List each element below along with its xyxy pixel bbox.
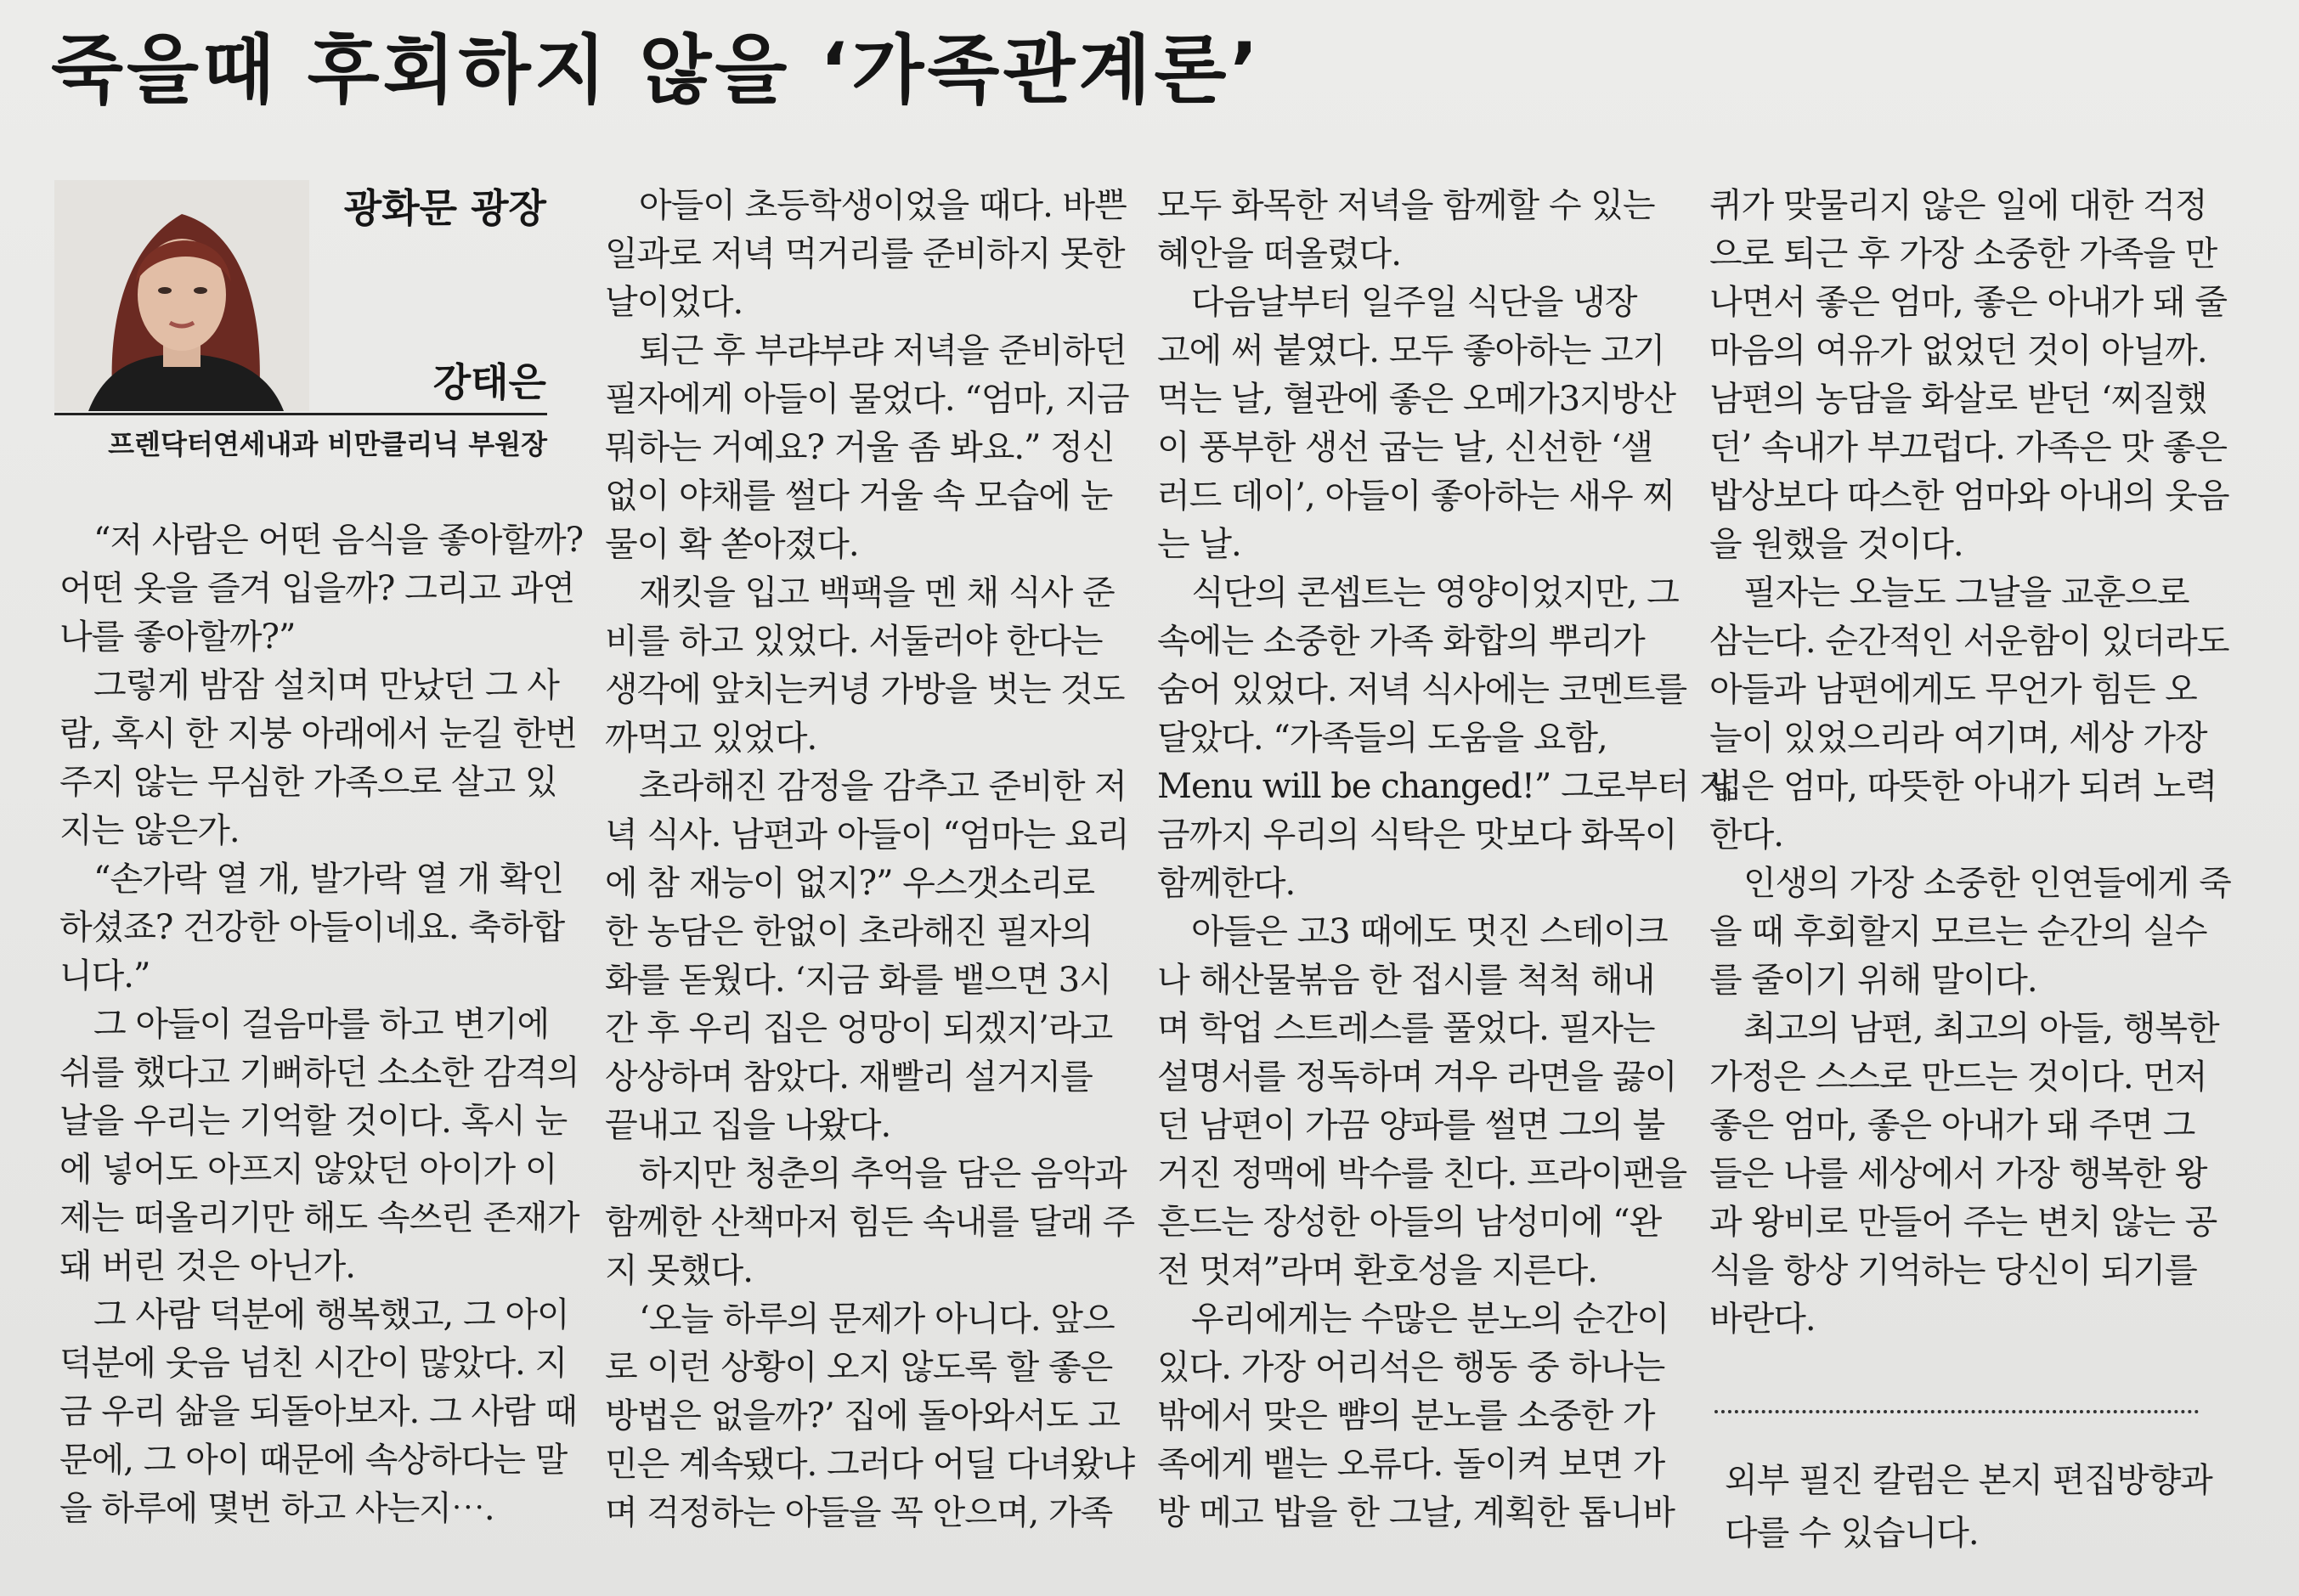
article-line: 에 참 재능이 없지?” 우스갯소리로 bbox=[605, 864, 1095, 903]
article-line: 돼 버린 것은 아닌가. bbox=[59, 1247, 355, 1286]
disclaimer-line: 다를 수 있습니다. bbox=[1725, 1514, 1979, 1553]
article-line: 쉬를 했다고 기뻐하던 소소한 감격의 bbox=[59, 1053, 579, 1092]
article-line: 을 원했을 것이다. bbox=[1709, 525, 1963, 564]
article-line: 달았다. “가족들의 도움을 요함, bbox=[1157, 719, 1607, 758]
article-line: 재킷을 입고 백팩을 멘 채 식사 준 bbox=[639, 573, 1115, 612]
article-line: 하셨죠? 건강한 아들이네요. 축하합 bbox=[59, 908, 565, 947]
article-line: 가정은 스스로 만드는 것이다. 먼저 bbox=[1709, 1057, 2207, 1097]
article-line: 마음의 여유가 없었던 것이 아닐까. bbox=[1709, 331, 2207, 370]
dotted-divider bbox=[1714, 1410, 2199, 1413]
article-line: 식단의 콘셉트는 영양이었지만, 그 bbox=[1191, 573, 1679, 612]
article-line: 있다. 가장 어리석은 행동 중 하나는 bbox=[1157, 1348, 1665, 1387]
article-line: 속에는 소중한 가족 화합의 뿌리가 bbox=[1157, 622, 1645, 661]
article-line: “손가락 열 개, 발가락 열 개 확인 bbox=[93, 860, 564, 899]
article-line: 를 줄이기 위해 말이다. bbox=[1709, 961, 2037, 1000]
article-line: 족에게 뱉는 오류다. 돌이켜 보면 가 bbox=[1157, 1445, 1665, 1484]
article-line: 최고의 남편, 최고의 아들, 행복한 bbox=[1743, 1009, 2219, 1048]
article-line: 비를 하고 있었다. 서둘러야 한다는 bbox=[605, 622, 1103, 661]
article-line: ‘오늘 하루의 문제가 아니다. 앞으 bbox=[639, 1300, 1115, 1339]
article-line: 녁 식사. 남편과 아들이 “엄마는 요리 bbox=[605, 815, 1129, 854]
article-line: 물이 확 쏟아졌다. bbox=[605, 525, 859, 564]
article-line: 지 못했다. bbox=[605, 1251, 753, 1290]
article-line: 다음날부터 일주일 식단을 냉장 bbox=[1191, 283, 1637, 322]
article-line: Menu will be changed!” 그로부터 지 bbox=[1157, 767, 1731, 806]
article-line: 금까지 우리의 식탁은 맛보다 화목이 bbox=[1157, 815, 1677, 854]
article-line: 제는 떠올리기만 해도 속쓰린 존재가 bbox=[59, 1198, 579, 1238]
article-line: 늘이 있었으리라 여기며, 세상 가장 bbox=[1709, 719, 2207, 758]
article-line: 니다.” bbox=[59, 956, 150, 995]
article-line: 들은 나를 세상에서 가장 행복한 왕 bbox=[1709, 1154, 2207, 1193]
article-line: 넓은 엄마, 따뜻한 아내가 되려 노력 bbox=[1709, 767, 2217, 806]
article-line: 는 날. bbox=[1157, 525, 1241, 564]
article-column-2 bbox=[605, 182, 1135, 1537]
article-line: 과 왕비로 만들어 주는 변치 않는 공 bbox=[1709, 1203, 2217, 1242]
article-line: 을 하루에 몇번 하고 사는지⋯. bbox=[59, 1489, 494, 1528]
article-line: 날을 우리는 기억할 것이다. 혹시 눈 bbox=[59, 1102, 568, 1141]
article-line: 인생의 가장 소중한 인연들에게 죽 bbox=[1743, 864, 2231, 903]
headline: 죽을때 후회하지 않을 ‘가족관계론’ bbox=[51, 26, 1262, 114]
article-line: 나 해산물볶음 한 접시를 척척 해내 bbox=[1157, 961, 1655, 1000]
article-line: 모두 화목한 저녁을 함께할 수 있는 bbox=[1157, 186, 1655, 225]
article-line: 밖에서 맞은 뺨의 분노를 소중한 가 bbox=[1157, 1396, 1655, 1435]
author-photo bbox=[54, 180, 309, 411]
article-line: 문에, 그 아이 때문에 속상하다는 말 bbox=[59, 1441, 568, 1480]
article-line: 을 때 후회할지 모르는 순간의 실수 bbox=[1709, 912, 2207, 951]
editorial-disclaimer bbox=[1725, 1454, 2226, 1559]
article-line: 한 농담은 한없이 초라해진 필자의 bbox=[605, 912, 1093, 951]
article-line: 고에 써 붙였다. 모두 좋아하는 고기 bbox=[1157, 331, 1665, 370]
article-line: 며 걱정하는 아들을 꼭 안으며, 가족 bbox=[605, 1493, 1113, 1532]
article-line: 뭐하는 거예요? 거울 좀 봐요.” 정신 bbox=[605, 428, 1115, 467]
article-line: 금 우리 삶을 되돌아보자. 그 사람 때 bbox=[59, 1392, 577, 1431]
article-line: 함께한 산책마저 힘든 속내를 달래 주 bbox=[605, 1203, 1135, 1242]
article-line: 람, 혹시 한 지붕 아래에서 눈길 한번 bbox=[59, 714, 577, 753]
article-line: 화를 돋웠다. ‘지금 화를 뱉으면 3시 bbox=[605, 961, 1111, 1000]
article-line: 우리에게는 수많은 분노의 순간이 bbox=[1191, 1300, 1669, 1339]
article-line: 방법은 없을까?’ 집에 돌아와서도 고 bbox=[605, 1396, 1120, 1435]
article-line: 밥상보다 따스한 엄마와 아내의 웃음 bbox=[1709, 477, 2229, 516]
column-section-name: 광화문 광장 bbox=[343, 185, 546, 231]
article-line: 그 아들이 걸음마를 하고 변기에 bbox=[93, 1005, 550, 1044]
article-line: 바란다. bbox=[1709, 1300, 1816, 1339]
article-line: 생각에 앞치는커녕 가방을 벗는 것도 bbox=[605, 670, 1125, 709]
article-line: “저 사람은 어떤 음식을 좋아할까? bbox=[93, 521, 584, 560]
article-line: 던’ 속내가 부끄럽다. 가족은 맛 좋은 bbox=[1709, 428, 2227, 467]
article-line: 나면서 좋은 엄마, 좋은 아내가 돼 줄 bbox=[1709, 283, 2227, 322]
author-affiliation: 프렌닥터연세내과 비만클리닉 부원장 bbox=[108, 428, 547, 460]
article-line: 방 메고 밥을 한 그날, 계획한 톱니바 bbox=[1157, 1493, 1675, 1532]
byline-divider bbox=[54, 413, 547, 415]
article-line: 러드 데이’, 아들이 좋아하는 새우 찌 bbox=[1157, 477, 1675, 516]
article-line: 로 이런 상황이 오지 않도록 할 좋은 bbox=[605, 1348, 1113, 1387]
article-line: 삼는다. 순간적인 서운함이 있더라도 bbox=[1709, 622, 2229, 661]
author-name: 강태은 bbox=[432, 359, 546, 405]
article-line: 며 학업 스트레스를 풀었다. 필자는 bbox=[1157, 1009, 1655, 1048]
article-line: 끝내고 집을 나왔다. bbox=[605, 1106, 891, 1145]
article-line: 필자는 오늘도 그날을 교훈으로 bbox=[1743, 573, 2189, 612]
article-line: 전 멋져”라며 환호성을 지른다. bbox=[1157, 1251, 1597, 1290]
article-line: 그 사람 덕분에 행복했고, 그 아이 bbox=[93, 1295, 569, 1334]
article-column-1 bbox=[59, 516, 584, 1533]
article-line: 퀴가 맞물리지 않은 일에 대한 걱정 bbox=[1709, 186, 2207, 225]
article-line: 일과로 저녁 먹거리를 준비하지 못한 bbox=[605, 234, 1125, 274]
article-line: 필자에게 아들이 물었다. “엄마, 지금 bbox=[605, 380, 1129, 419]
article-line: 먹는 날, 혈관에 좋은 오메가3지방산 bbox=[1157, 380, 1675, 419]
article-line: 남편의 농담을 화살로 받던 ‘찌질했 bbox=[1709, 380, 2207, 419]
article-line: 으로 퇴근 후 가장 소중한 가족을 만 bbox=[1709, 234, 2217, 274]
article-line: 이 풍부한 생선 굽는 날, 신선한 ‘샐 bbox=[1157, 428, 1653, 467]
article-line: 숨어 있었다. 저녁 식사에는 코멘트를 bbox=[1157, 670, 1687, 709]
article-line: 까먹고 있었다. bbox=[605, 719, 817, 758]
article-line: 좋은 엄마, 좋은 아내가 돼 주면 그 bbox=[1709, 1106, 2195, 1145]
article-line: 주지 않는 무심한 가족으로 살고 있 bbox=[59, 763, 557, 802]
article-column-4 bbox=[1709, 182, 2231, 1344]
article-line: 지는 않은가. bbox=[59, 811, 240, 850]
article-line: 혜안을 떠올렸다. bbox=[1157, 234, 1401, 274]
disclaimer-line: 외부 필진 칼럼은 본지 편집방향과 bbox=[1725, 1461, 2212, 1500]
article-line: 민은 계속됐다. 그러다 어딜 다녀왔냐 bbox=[605, 1445, 1135, 1484]
article-line: 나를 좋아할까?” bbox=[59, 618, 296, 657]
article-line: 상상하며 참았다. 재빨리 설거지를 bbox=[605, 1057, 1093, 1097]
article-line: 식을 항상 기억하는 당신이 되기를 bbox=[1709, 1251, 2197, 1290]
article-line: 아들은 고3 때에도 멋진 스테이크 bbox=[1191, 912, 1668, 951]
article-line: 던 남편이 가끔 양파를 썰면 그의 불 bbox=[1157, 1106, 1665, 1145]
article-line: 흔드는 장성한 아들의 남성미에 “완 bbox=[1157, 1203, 1662, 1242]
article-column-3 bbox=[1157, 182, 1731, 1537]
article-line: 거진 정맥에 박수를 친다. 프라이팬을 bbox=[1157, 1154, 1687, 1193]
article-line: 초라해진 감정을 감추고 준비한 저 bbox=[639, 767, 1127, 806]
article-line: 설명서를 정독하며 겨우 라면을 끓이 bbox=[1157, 1057, 1677, 1097]
article-line: 간 후 우리 집은 엉망이 되겠지’라고 bbox=[605, 1009, 1113, 1048]
article-line: 에 넣어도 아프지 않았던 아이가 이 bbox=[59, 1150, 557, 1189]
article-line: 아들과 남편에게도 무언가 힘든 오 bbox=[1709, 670, 2197, 709]
article-line: 한다. bbox=[1709, 815, 1783, 854]
article-line: 아들이 초등학생이었을 때다. 바쁜 bbox=[639, 186, 1127, 225]
article-line: 퇴근 후 부랴부랴 저녁을 준비하던 bbox=[639, 331, 1127, 370]
article-line: 없이 야채를 썰다 거울 속 모습에 눈 bbox=[605, 477, 1113, 516]
article-line: 그렇게 밤잠 설치며 만났던 그 사 bbox=[93, 666, 559, 705]
article-line: 하지만 청춘의 추억을 담은 음악과 bbox=[639, 1154, 1127, 1193]
article-line: 날이었다. bbox=[605, 283, 743, 322]
article-line: 덕분에 웃음 넘친 시간이 많았다. 지 bbox=[59, 1344, 568, 1383]
article-line: 함께한다. bbox=[1157, 864, 1296, 903]
article-line: 어떤 옷을 즐겨 입을까? 그리고 과연 bbox=[59, 569, 574, 608]
